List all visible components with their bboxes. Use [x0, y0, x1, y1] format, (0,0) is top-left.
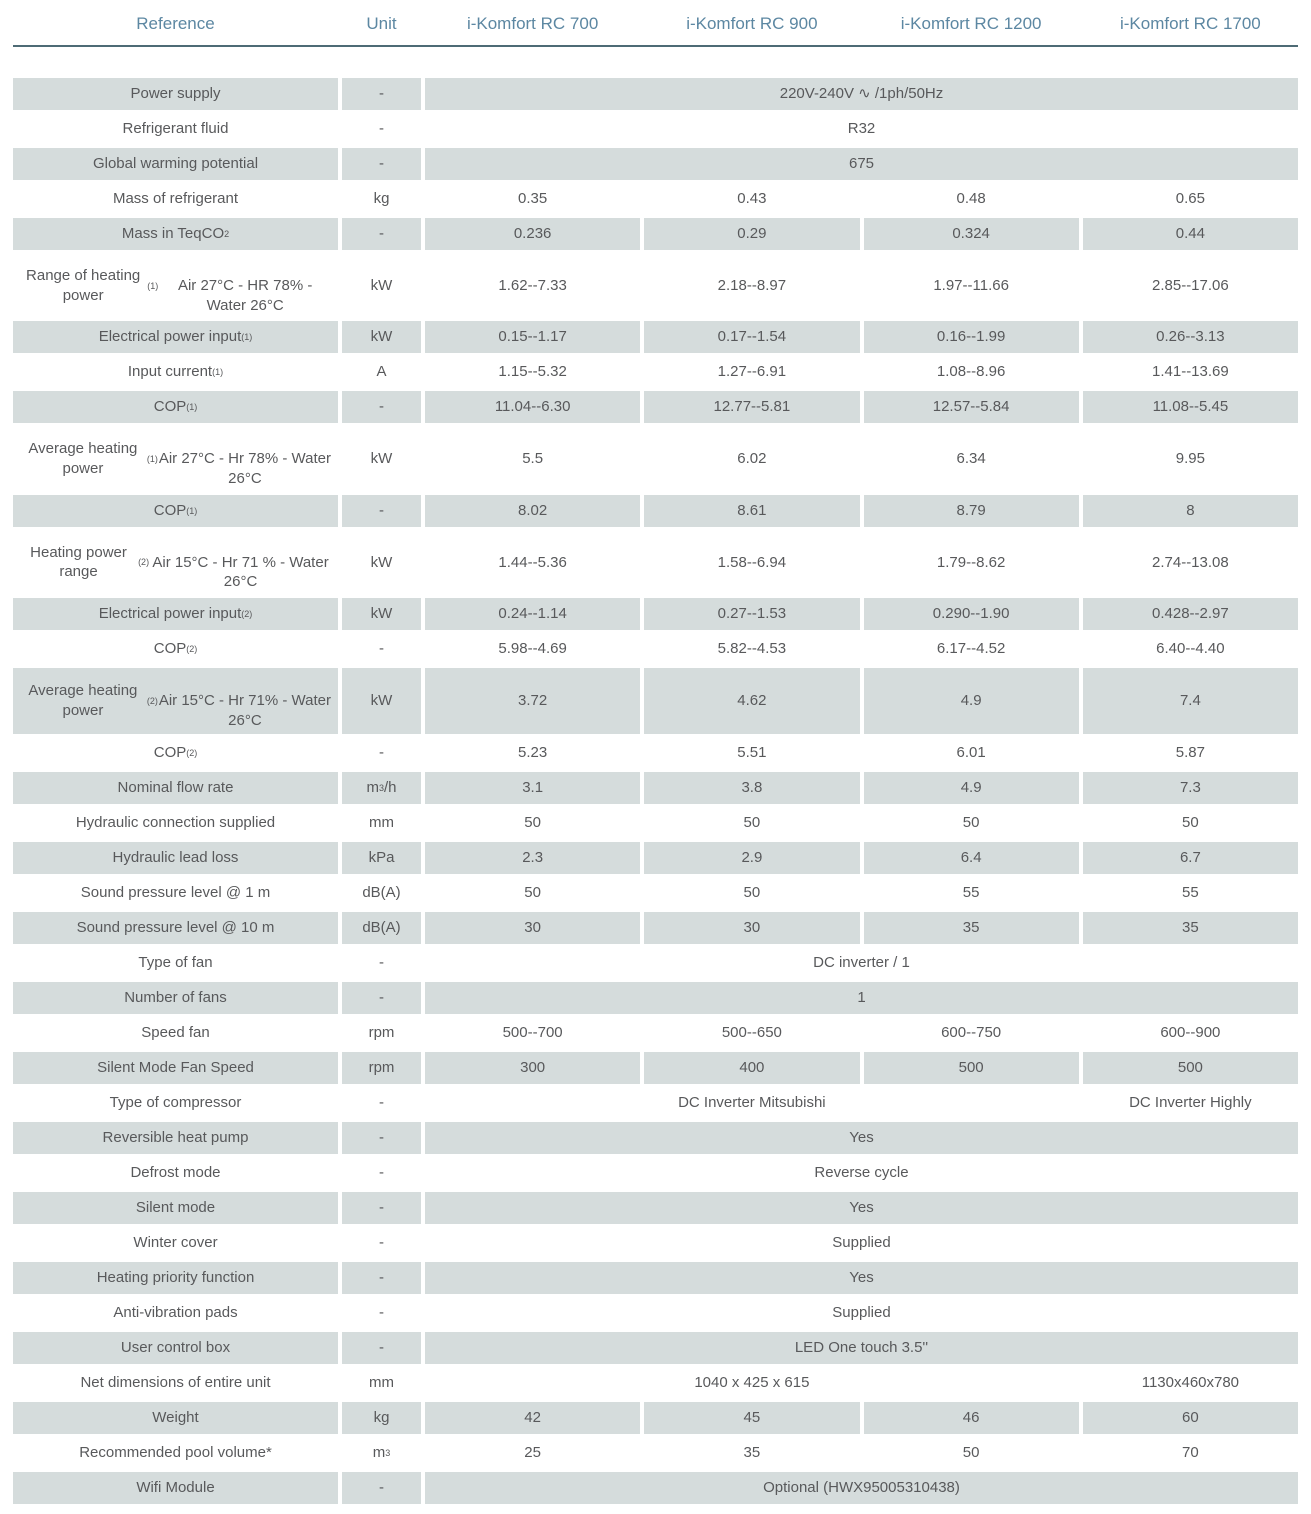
value-cell: 0.29 [644, 218, 859, 250]
column-header-rc700: i-Komfort RC 700 [466, 14, 599, 34]
unit-cell: kW [370, 450, 393, 468]
unit-cell: - [342, 148, 421, 180]
row-label: Range of heating power (1) Air 27°C - HR 78% - Water 26°C [26, 266, 313, 314]
value-cell: 4.9 [864, 772, 1079, 804]
value-cell: 35 [743, 1443, 761, 1461]
value-cell: 6.02 [737, 450, 767, 468]
unit-cell: kW [342, 321, 421, 353]
value-cell: 6.4 [864, 842, 1079, 874]
unit-cell: - [379, 743, 384, 761]
value-cell: 60 [1083, 1402, 1298, 1434]
value-cell: 50 [1182, 813, 1199, 831]
value-cell: LED One touch 3.5'' [425, 1332, 1298, 1364]
row-label: Wifi Module [13, 1472, 338, 1504]
row-label: Sound pressure level @ 1 m [80, 883, 271, 901]
value-cell: 35 [1083, 912, 1298, 944]
row-label: Defrost mode [130, 1163, 221, 1181]
value-cell: 0.44 [1083, 218, 1298, 250]
value-cell: 11.08--5.45 [1083, 391, 1298, 423]
value-cell: 0.65 [1175, 190, 1205, 208]
value-cell: 6.01 [956, 743, 986, 761]
unit-cell: m 3 [372, 1443, 391, 1461]
row-label: Heating power range (2) Air 15°C - Hr 71 % - Water 26°C [30, 543, 329, 591]
value-cell: 2.85--17.06 [1152, 276, 1229, 294]
value-cell: 3.8 [644, 772, 859, 804]
unit-cell: rpm [368, 1023, 395, 1041]
spec-table [13, 6, 1298, 1504]
value-cell: 0.26--3.13 [1083, 321, 1298, 353]
value-cell: 0.324 [864, 218, 1079, 250]
unit-cell: - [342, 1332, 421, 1364]
value-cell: Supplied [832, 1233, 891, 1251]
row-label: Heating priority function [13, 1262, 338, 1294]
value-cell: 0.16--1.99 [864, 321, 1079, 353]
value-cell: 8.79 [864, 495, 1079, 527]
unit-cell: - [379, 953, 384, 971]
row-label: Nominal flow rate [13, 772, 338, 804]
value-cell: 500 [864, 1052, 1079, 1084]
value-cell: R32 [847, 120, 876, 138]
value-cell: 0.48 [956, 190, 986, 208]
value-cell: 1.27--6.91 [717, 363, 787, 381]
value-cell: 5.98--4.69 [498, 640, 567, 658]
unit-cell: - [379, 1303, 384, 1321]
value-cell: 8.02 [425, 495, 640, 527]
unit-cell: - [342, 1192, 421, 1224]
value-cell: 1.62--7.33 [498, 276, 567, 294]
value-cell: 0.290--1.90 [864, 598, 1079, 630]
value-cell: 0.35 [518, 190, 548, 208]
unit-cell: - [342, 78, 421, 110]
unit-cell: dB(A) [362, 883, 401, 901]
value-cell: 30 [644, 912, 859, 944]
value-cell: 11.04--6.30 [425, 391, 640, 423]
unit-cell: rpm [342, 1052, 421, 1084]
value-cell: 6.17--4.52 [936, 640, 1006, 658]
value-cell: 1 [425, 982, 1298, 1014]
value-cell: 9.95 [1175, 450, 1205, 468]
unit-cell: kW [370, 276, 393, 294]
value-cell: 7.4 [1083, 668, 1298, 733]
row-label: Silent Mode Fan Speed [13, 1052, 338, 1084]
value-cell: 6.7 [1083, 842, 1298, 874]
value-cell: 50 [743, 813, 761, 831]
unit-cell: - [342, 1472, 421, 1504]
value-cell: 1.08--8.96 [936, 363, 1006, 381]
row-label: Winter cover [133, 1233, 218, 1251]
row-label: COP (1) [13, 495, 338, 527]
value-cell: 400 [644, 1052, 859, 1084]
unit-cell: - [379, 1093, 384, 1111]
column-header-reference: Reference [136, 14, 215, 34]
value-cell: Optional (HWX95005310438) [425, 1472, 1298, 1504]
column-header-rc900: i-Komfort RC 900 [686, 14, 818, 34]
column-header-unit: Unit [366, 14, 397, 34]
value-cell: Supplied [832, 1303, 891, 1321]
row-label: Hydraulic connection supplied [75, 813, 276, 831]
row-label: Power supply [13, 78, 338, 110]
value-cell: 0.24--1.14 [425, 598, 640, 630]
header-rule [13, 45, 1298, 47]
value-cell: 25 [524, 1443, 541, 1461]
row-label: Reversible heat pump [13, 1122, 338, 1154]
value-cell: 0.428--2.97 [1083, 598, 1298, 630]
value-cell: 5.23 [518, 743, 548, 761]
value-cell: 55 [1182, 883, 1199, 901]
value-cell: 500--700 [502, 1023, 563, 1041]
unit-cell: - [379, 640, 384, 658]
value-cell: 1040 x 425 x 615 [694, 1373, 810, 1391]
value-cell: 675 [425, 148, 1298, 180]
unit-cell: kPa [342, 842, 421, 874]
value-cell: 3.72 [425, 668, 640, 733]
value-cell: Yes [425, 1262, 1298, 1294]
value-cell: 50 [524, 813, 541, 831]
value-cell: 30 [425, 912, 640, 944]
row-label: Recommended pool volume* [79, 1443, 272, 1461]
unit-cell: mm [369, 813, 394, 831]
row-label: Speed fan [141, 1023, 210, 1041]
value-cell: 2.9 [644, 842, 859, 874]
unit-cell: - [379, 1163, 384, 1181]
row-label: Hydraulic lead loss [13, 842, 338, 874]
value-cell: DC inverter / 1 [813, 953, 910, 971]
value-cell: 2.74--13.08 [1152, 553, 1229, 571]
value-cell: 600--900 [1160, 1023, 1221, 1041]
row-label: Input current (1) [127, 363, 224, 381]
unit-cell: A [376, 363, 387, 381]
row-label: Sound pressure level @ 10 m [13, 912, 338, 944]
value-cell: 70 [1182, 1443, 1199, 1461]
row-label: Type of fan [138, 953, 213, 971]
value-cell: 0.17--1.54 [644, 321, 859, 353]
value-cell: 8.61 [644, 495, 859, 527]
value-cell: 8 [1083, 495, 1298, 527]
value-cell: DC Inverter Highly [1129, 1093, 1252, 1111]
unit-cell: dB(A) [342, 912, 421, 944]
unit-cell: kW [342, 598, 421, 630]
value-cell: Reverse cycle [814, 1163, 909, 1181]
value-cell: 1.41--13.69 [1152, 363, 1229, 381]
unit-cell: - [342, 982, 421, 1014]
value-cell: 35 [864, 912, 1079, 944]
row-label: Average heating power (2) Air 15°C - Hr 71% - Water 26°C [13, 668, 338, 733]
value-cell: 220V-240V ∿ /1ph/50Hz [425, 78, 1298, 110]
value-cell: 1.58--6.94 [717, 553, 787, 571]
unit-cell: - [379, 120, 384, 138]
value-cell: 55 [962, 883, 980, 901]
value-cell: 6.40--4.40 [1156, 640, 1225, 658]
value-cell: 2.18--8.97 [717, 276, 787, 294]
unit-cell: kW [342, 668, 421, 733]
column-header-rc1200: i-Komfort RC 1200 [900, 14, 1042, 34]
row-label: Global warming potential [13, 148, 338, 180]
value-cell: 7.3 [1083, 772, 1298, 804]
value-cell: 12.57--5.84 [864, 391, 1079, 423]
value-cell: 50 [524, 883, 541, 901]
row-label: Anti-vibration pads [113, 1303, 238, 1321]
value-cell: 5.87 [1175, 743, 1205, 761]
unit-cell: - [342, 1122, 421, 1154]
row-label: COP (2) [153, 640, 198, 658]
value-cell: 500--650 [721, 1023, 782, 1041]
unit-cell: kg [373, 190, 390, 208]
value-cell: 4.9 [864, 668, 1079, 733]
value-cell: Yes [425, 1192, 1298, 1224]
value-cell: 0.27--1.53 [644, 598, 859, 630]
value-cell: 1.15--5.32 [498, 363, 567, 381]
row-label: Average heating power (1) Air 27°C - Hr 78% - Water 26°C [28, 440, 331, 487]
value-cell: DC Inverter Mitsubishi [678, 1093, 826, 1111]
value-cell: 42 [425, 1402, 640, 1434]
value-cell: 1.79--8.62 [936, 553, 1006, 571]
value-cell: 500 [1083, 1052, 1298, 1084]
value-cell: 5.5 [522, 450, 544, 468]
value-cell: Yes [425, 1122, 1298, 1154]
unit-cell: - [342, 495, 421, 527]
value-cell: 1.97--11.66 [933, 276, 1009, 294]
value-cell: 50 [962, 1443, 980, 1461]
value-cell: 0.15--1.17 [425, 321, 640, 353]
column-header-rc1700: i-Komfort RC 1700 [1119, 14, 1261, 34]
value-cell: 6.34 [956, 450, 986, 468]
value-cell: 46 [864, 1402, 1079, 1434]
row-label: COP (2) [153, 743, 198, 761]
row-label: Electrical power input (2) [13, 598, 338, 630]
value-cell: 0.236 [425, 218, 640, 250]
value-cell: 1130x460x780 [1141, 1373, 1240, 1391]
value-cell: 5.51 [737, 743, 767, 761]
unit-cell: kg [342, 1402, 421, 1434]
row-label: Type of compressor [109, 1093, 242, 1111]
unit-cell: m 3 /h [342, 772, 421, 804]
row-label: Silent mode [13, 1192, 338, 1224]
value-cell: 2.3 [425, 842, 640, 874]
value-cell: 1.44--5.36 [498, 553, 567, 571]
value-cell: 50 [743, 883, 761, 901]
unit-cell: - [379, 1233, 384, 1251]
row-label: User control box [13, 1332, 338, 1364]
row-label: Number of fans [13, 982, 338, 1014]
row-label: Mass of refrigerant [112, 190, 239, 208]
value-cell: 12.77--5.81 [644, 391, 859, 423]
row-label: Net dimensions of entire unit [80, 1373, 271, 1391]
row-label: Weight [13, 1402, 338, 1434]
unit-cell: kW [370, 553, 393, 571]
value-cell: 0.43 [737, 190, 767, 208]
value-cell: 50 [962, 813, 980, 831]
value-cell: 300 [425, 1052, 640, 1084]
unit-cell: mm [369, 1373, 394, 1391]
unit-cell: - [342, 391, 421, 423]
unit-cell: - [342, 218, 421, 250]
value-cell: 3.1 [425, 772, 640, 804]
row-label: Mass in TeqCO 2 [13, 218, 338, 250]
row-label: Electrical power input (1) [13, 321, 338, 353]
unit-cell: - [342, 1262, 421, 1294]
value-cell: 5.82--4.53 [717, 640, 787, 658]
value-cell: 600--750 [941, 1023, 1002, 1041]
row-label: Refrigerant fluid [122, 120, 229, 138]
value-cell: 45 [644, 1402, 859, 1434]
value-cell: 4.62 [644, 668, 859, 733]
row-label: COP (1) [13, 391, 338, 423]
